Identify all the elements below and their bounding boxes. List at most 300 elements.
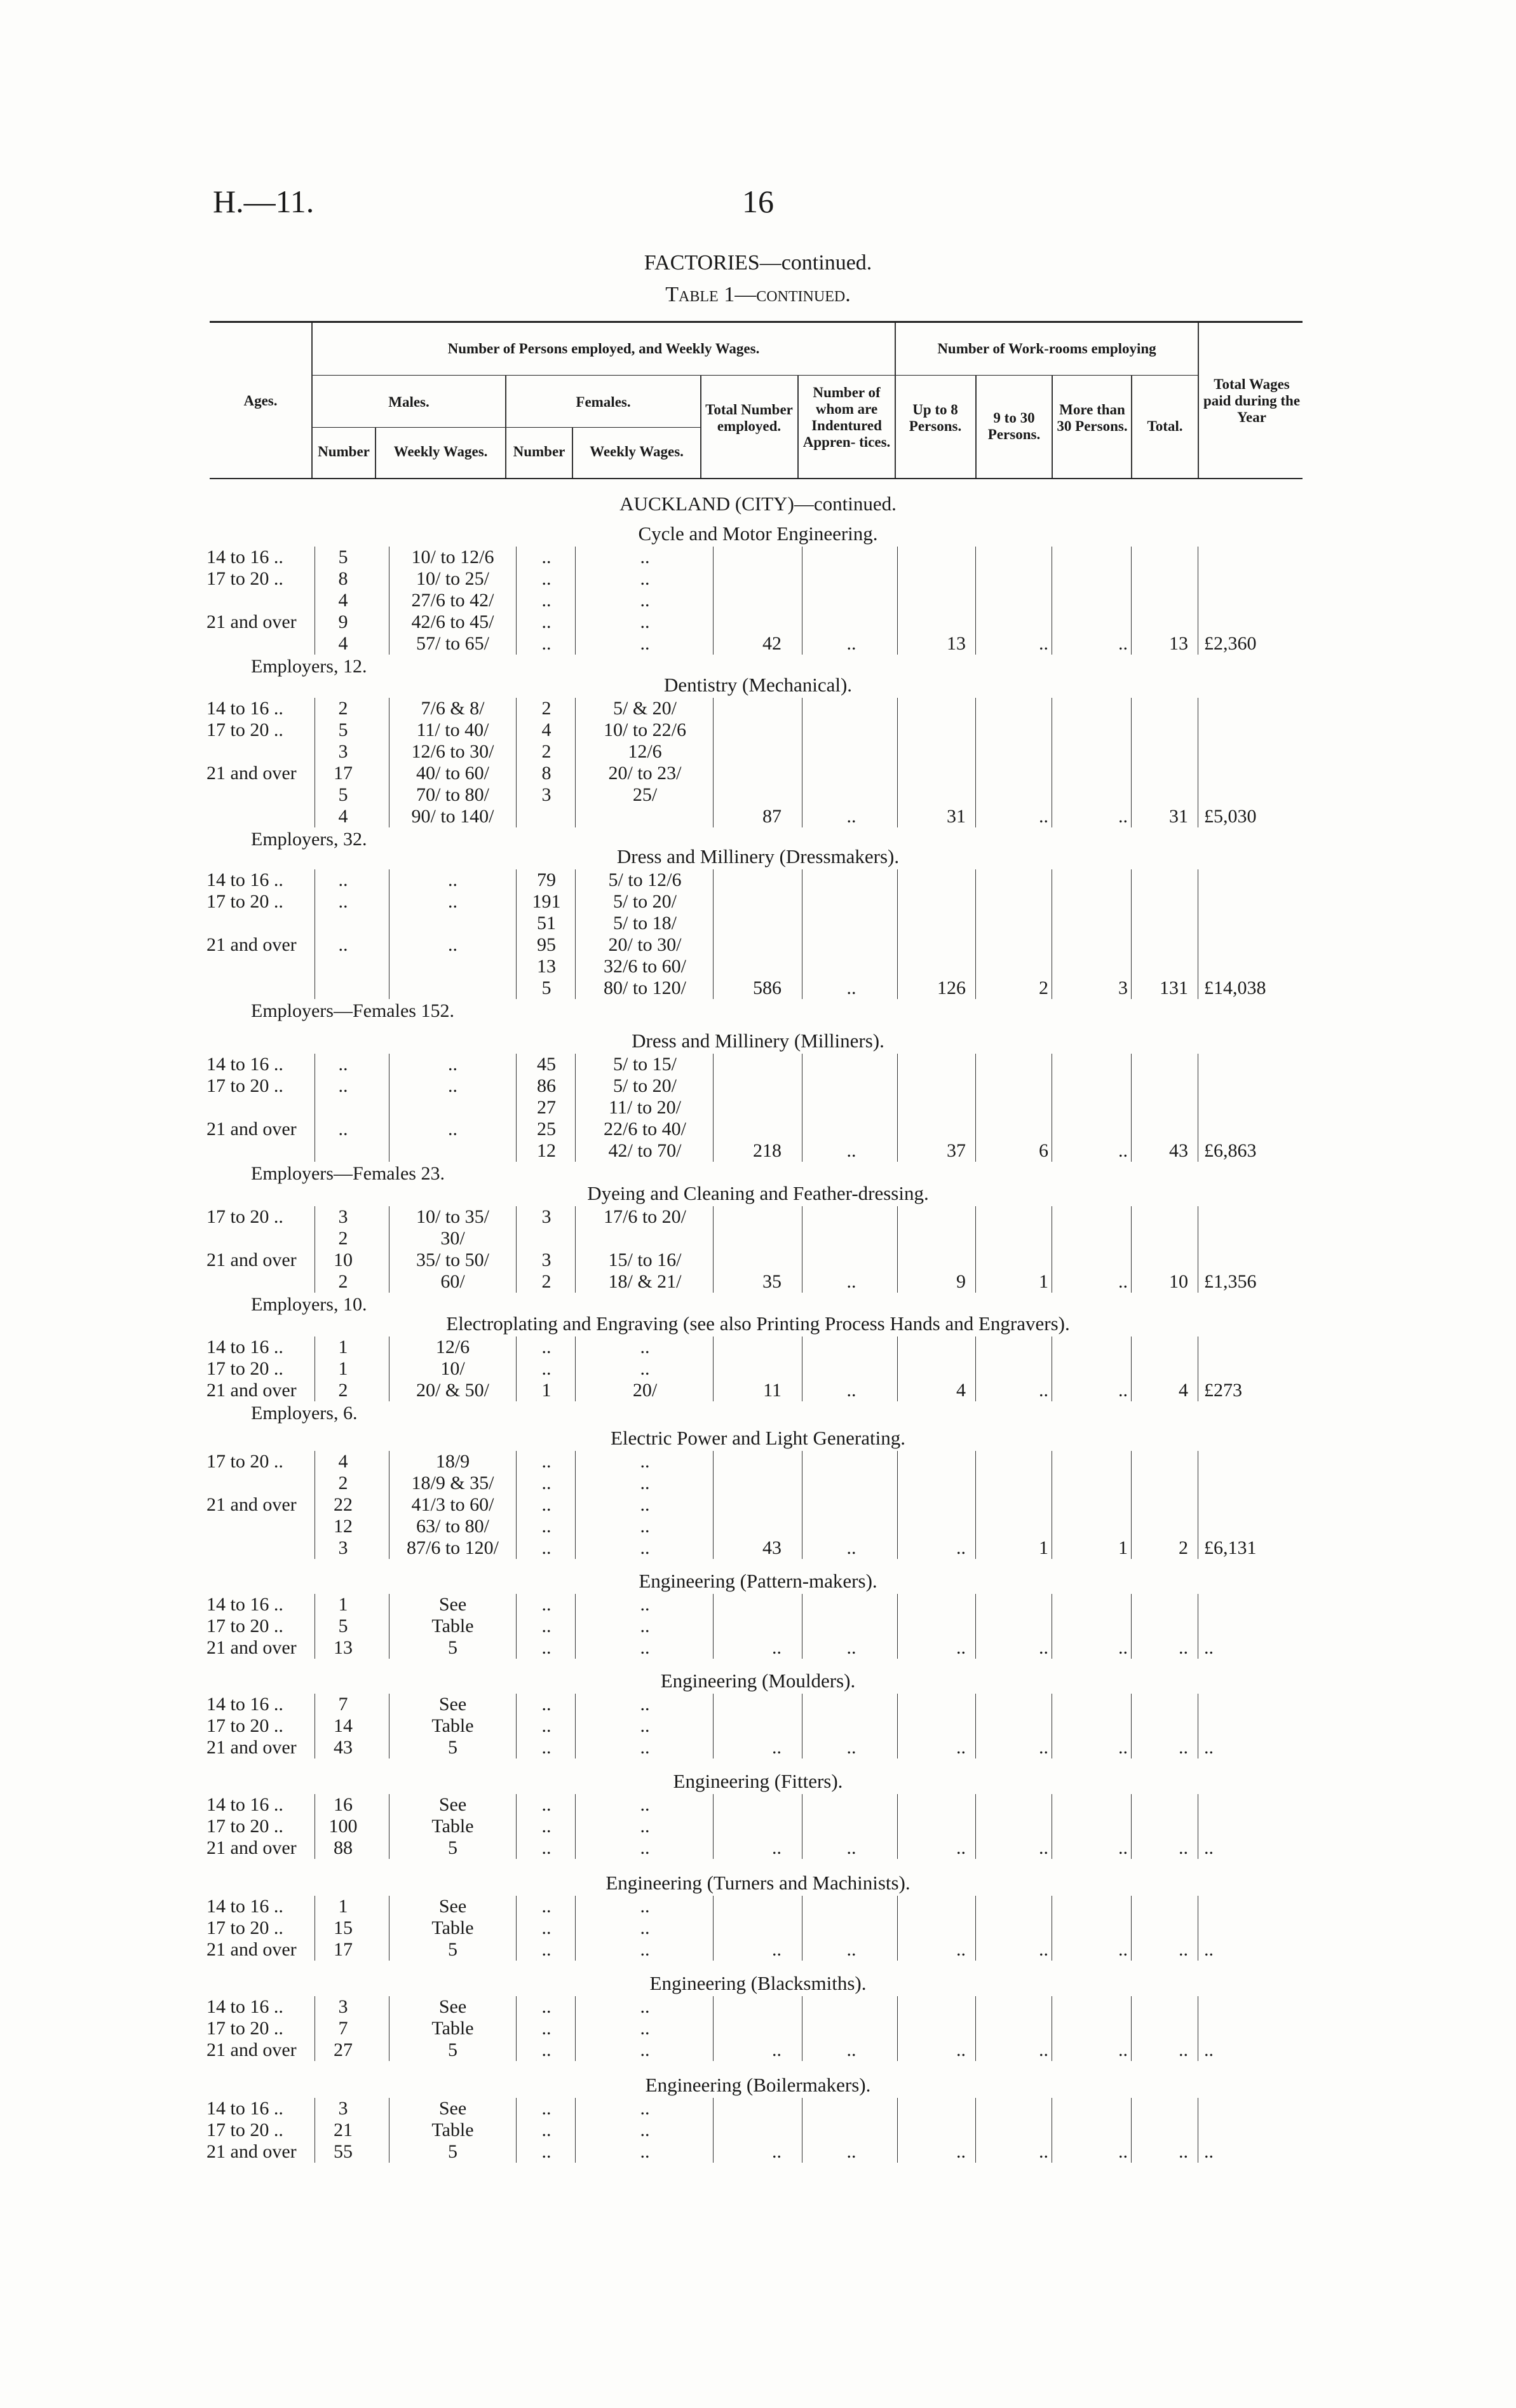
page-title: FACTORIES—continued. bbox=[644, 251, 872, 275]
male-wages-cell: 5 bbox=[448, 2141, 457, 2162]
workrooms-9-to-30-cell: 1 bbox=[1039, 1271, 1048, 1292]
total-wages-cell bbox=[1204, 869, 1287, 891]
total-wages-cell: £5,030 bbox=[1204, 806, 1257, 827]
male-number-cell bbox=[318, 977, 369, 999]
workrooms-up-to-8-cell bbox=[902, 1097, 966, 1119]
section-title: Dress and Millinery (Milliners). bbox=[632, 1030, 884, 1052]
female-number-cell: 45 bbox=[537, 1054, 556, 1075]
apprentices-cell bbox=[804, 1075, 899, 1097]
age-cell: 14 to 16 .. bbox=[206, 869, 283, 890]
female-number-cell: 51 bbox=[537, 913, 556, 934]
workrooms-9-to-30-cell bbox=[975, 1337, 1048, 1358]
apprentices-cell: .. bbox=[846, 1271, 856, 1292]
male-number-cell: 7 bbox=[338, 2018, 348, 2039]
male-number-cell: 88 bbox=[334, 1837, 353, 1858]
female-number-cell bbox=[521, 806, 572, 827]
workrooms-more-than-30-cell bbox=[1058, 698, 1128, 719]
table-row bbox=[0, 1228, 1516, 1249]
workrooms-total-cell bbox=[1137, 1119, 1188, 1140]
female-wages-cell: .. bbox=[640, 1516, 650, 1537]
apprentices-cell bbox=[804, 698, 899, 719]
apprentices-cell: .. bbox=[846, 806, 856, 827]
female-wages-cell: .. bbox=[640, 2039, 650, 2060]
workrooms-up-to-8-cell bbox=[902, 2119, 966, 2141]
workrooms-up-to-8-cell bbox=[902, 1249, 966, 1271]
female-wages-cell: 20/ bbox=[632, 1380, 658, 1401]
male-number-cell: 1 bbox=[338, 1337, 348, 1357]
header-total-wages: Total Wages paid during the Year bbox=[1203, 376, 1301, 425]
header-ages: Ages. bbox=[243, 393, 278, 409]
total-employed-cell bbox=[712, 1358, 782, 1380]
workrooms-up-to-8-cell bbox=[902, 590, 966, 611]
total-wages-cell bbox=[1204, 1896, 1287, 1917]
table-row bbox=[0, 698, 1516, 719]
age-cell: 14 to 16 .. bbox=[206, 1794, 283, 1815]
apprentices-cell: .. bbox=[846, 1380, 856, 1401]
male-wages-cell bbox=[391, 977, 515, 999]
total-employed-cell bbox=[712, 611, 782, 633]
workrooms-more-than-30-cell bbox=[1058, 1996, 1128, 2018]
workrooms-more-than-30-cell bbox=[1058, 1054, 1128, 1075]
header-female-wages: Weekly Wages. bbox=[590, 444, 684, 459]
workrooms-9-to-30-cell: 6 bbox=[1039, 1140, 1048, 1161]
age-cell: 14 to 16 .. bbox=[206, 1337, 283, 1357]
total-employed-cell: .. bbox=[772, 1737, 782, 1758]
male-number-cell: 7 bbox=[338, 1694, 348, 1715]
female-number-cell: 3 bbox=[541, 1206, 552, 1227]
total-employed-cell bbox=[712, 956, 782, 977]
female-number-cell: 5 bbox=[541, 977, 552, 998]
age-cell: 21 and over bbox=[206, 934, 297, 955]
workrooms-total-cell bbox=[1137, 1616, 1188, 1637]
header-sub-rule bbox=[896, 375, 1198, 376]
age-cell bbox=[206, 1516, 315, 1537]
workrooms-total-cell bbox=[1137, 1516, 1188, 1537]
apprentices-cell bbox=[804, 1616, 899, 1637]
workrooms-more-than-30-cell bbox=[1058, 1616, 1128, 1637]
section-title: Engineering (Blacksmiths). bbox=[649, 1972, 867, 1994]
workrooms-more-than-30-cell bbox=[1058, 2098, 1128, 2119]
apprentices-cell bbox=[804, 1358, 899, 1380]
male-number-cell: 3 bbox=[338, 1537, 348, 1558]
female-wages-cell: .. bbox=[640, 2098, 650, 2119]
female-number-cell: 4 bbox=[541, 719, 552, 740]
table-row bbox=[0, 1715, 1516, 1737]
total-wages-cell bbox=[1204, 1794, 1287, 1816]
female-number-cell: .. bbox=[541, 1837, 552, 1858]
male-number-cell bbox=[318, 1097, 369, 1119]
workrooms-total-cell: 13 bbox=[1169, 633, 1188, 654]
female-number-cell: .. bbox=[541, 1715, 552, 1736]
workrooms-up-to-8-cell bbox=[902, 1228, 966, 1249]
total-employed-cell: .. bbox=[772, 2141, 782, 2162]
age-cell: 14 to 16 .. bbox=[206, 547, 283, 568]
table-row bbox=[0, 1380, 1516, 1401]
workrooms-9-to-30-cell: 1 bbox=[1039, 1537, 1048, 1558]
male-wages-cell: 5 bbox=[448, 1939, 457, 1960]
workrooms-total-cell bbox=[1137, 1594, 1188, 1616]
table-row bbox=[0, 1119, 1516, 1140]
female-wages-cell: 18/ & 21/ bbox=[608, 1271, 682, 1292]
total-employed-cell bbox=[712, 763, 782, 784]
male-number-cell: .. bbox=[338, 934, 348, 955]
table-row bbox=[0, 977, 1516, 999]
total-employed-cell bbox=[712, 719, 782, 741]
workrooms-9-to-30-cell: .. bbox=[1039, 1637, 1048, 1658]
female-wages-cell: 42/ to 70/ bbox=[608, 1140, 682, 1161]
female-number-cell: .. bbox=[541, 611, 552, 632]
table-title: Table 1—continued. bbox=[665, 283, 851, 306]
total-wages-cell bbox=[1204, 719, 1287, 741]
male-number-cell: .. bbox=[338, 1075, 348, 1096]
female-number-cell: .. bbox=[541, 2098, 552, 2119]
total-employed-cell: 43 bbox=[762, 1537, 782, 1558]
female-number-cell: 8 bbox=[541, 763, 552, 784]
female-wages-cell: 10/ to 22/6 bbox=[603, 719, 686, 740]
table-row bbox=[0, 633, 1516, 655]
age-cell: 17 to 20 .. bbox=[206, 2018, 283, 2039]
age-cell: 17 to 20 .. bbox=[206, 719, 283, 740]
workrooms-more-than-30-cell bbox=[1058, 1816, 1128, 1837]
table-row bbox=[0, 741, 1516, 763]
workrooms-more-than-30-cell: 3 bbox=[1118, 977, 1128, 998]
female-number-cell: 27 bbox=[537, 1097, 556, 1118]
page-number: 16 bbox=[742, 184, 774, 219]
male-number-cell: 15 bbox=[334, 1917, 353, 1938]
male-wages-cell: .. bbox=[448, 869, 457, 890]
age-cell: 21 and over bbox=[206, 1939, 297, 1960]
total-wages-cell bbox=[1204, 1054, 1287, 1075]
female-number-cell: .. bbox=[541, 547, 552, 568]
male-wages-cell: 5 bbox=[448, 1837, 457, 1858]
workrooms-more-than-30-cell: .. bbox=[1118, 2039, 1128, 2060]
age-cell bbox=[206, 806, 315, 827]
workrooms-more-than-30-cell bbox=[1058, 1249, 1128, 1271]
age-cell: 17 to 20 .. bbox=[206, 1451, 283, 1472]
female-wages-cell: 22/6 to 40/ bbox=[603, 1119, 686, 1139]
male-wages-cell: 10/ to 25/ bbox=[416, 568, 489, 589]
table-row bbox=[0, 1054, 1516, 1075]
section-title: Engineering (Boilermakers). bbox=[645, 2074, 871, 2096]
workrooms-9-to-30-cell bbox=[975, 1228, 1048, 1249]
male-number-cell bbox=[318, 913, 369, 934]
female-number-cell: .. bbox=[541, 1637, 552, 1658]
total-wages-cell: .. bbox=[1204, 2141, 1214, 2162]
female-wages-cell: 80/ to 120/ bbox=[603, 977, 686, 998]
male-number-cell: 55 bbox=[334, 2141, 353, 2162]
female-wages-cell: .. bbox=[640, 2119, 650, 2140]
workrooms-more-than-30-cell: .. bbox=[1118, 1939, 1128, 1960]
female-wages-cell bbox=[578, 806, 712, 827]
workrooms-total-cell bbox=[1137, 698, 1188, 719]
male-number-cell: 100 bbox=[328, 1816, 358, 1837]
table-row bbox=[0, 1616, 1516, 1637]
male-wages-cell: See bbox=[438, 1794, 467, 1815]
female-wages-cell: 5/ & 20/ bbox=[612, 698, 677, 719]
total-wages-cell bbox=[1204, 1358, 1287, 1380]
workrooms-more-than-30-cell bbox=[1058, 869, 1128, 891]
apprentices-cell bbox=[804, 1206, 899, 1228]
total-wages-cell bbox=[1204, 1337, 1287, 1358]
total-employed-cell: 35 bbox=[762, 1271, 782, 1292]
female-wages-cell: .. bbox=[640, 1816, 650, 1837]
workrooms-9-to-30-cell bbox=[975, 869, 1048, 891]
workrooms-up-to-8-cell bbox=[902, 2098, 966, 2119]
table-row bbox=[0, 1249, 1516, 1271]
age-cell: 17 to 20 .. bbox=[206, 568, 283, 589]
workrooms-9-to-30-cell bbox=[975, 1816, 1048, 1837]
total-employed-cell bbox=[712, 568, 782, 590]
age-cell: 17 to 20 .. bbox=[206, 891, 283, 912]
total-wages-cell: £273 bbox=[1204, 1380, 1242, 1401]
female-wages-cell: .. bbox=[640, 547, 650, 568]
workrooms-9-to-30-cell bbox=[975, 1516, 1048, 1537]
workrooms-9-to-30-cell: .. bbox=[1039, 2039, 1048, 2060]
apprentices-cell bbox=[804, 1337, 899, 1358]
section-title: Cycle and Motor Engineering. bbox=[638, 522, 878, 545]
apprentices-cell bbox=[804, 1816, 899, 1837]
workrooms-up-to-8-cell: .. bbox=[956, 1837, 966, 1858]
total-employed-cell bbox=[712, 1715, 782, 1737]
female-number-cell: .. bbox=[541, 1816, 552, 1837]
workrooms-9-to-30-cell: .. bbox=[1039, 2141, 1048, 2162]
female-number-cell: .. bbox=[541, 1616, 552, 1636]
workrooms-total-cell bbox=[1137, 784, 1188, 806]
header-up-to-8: Up to 8 Persons. bbox=[909, 402, 962, 434]
workrooms-up-to-8-cell bbox=[902, 1075, 966, 1097]
male-number-cell: 14 bbox=[334, 1715, 353, 1736]
table-row bbox=[0, 1917, 1516, 1939]
female-number-cell: .. bbox=[541, 568, 552, 589]
age-cell bbox=[206, 633, 315, 655]
workrooms-9-to-30-cell: .. bbox=[1039, 806, 1048, 827]
table-row bbox=[0, 806, 1516, 827]
apprentices-cell bbox=[804, 1694, 899, 1715]
female-wages-cell: 5/ to 15/ bbox=[612, 1054, 677, 1075]
workrooms-9-to-30-cell bbox=[975, 611, 1048, 633]
total-employed-cell bbox=[712, 1594, 782, 1616]
workrooms-up-to-8-cell: 31 bbox=[947, 806, 966, 827]
workrooms-more-than-30-cell bbox=[1058, 1097, 1128, 1119]
female-wages-cell: .. bbox=[640, 1939, 650, 1960]
workrooms-total-cell bbox=[1137, 1473, 1188, 1494]
workrooms-total-cell: .. bbox=[1179, 1737, 1188, 1758]
workrooms-total-cell bbox=[1137, 2098, 1188, 2119]
employers-note: Employers, 12. bbox=[251, 656, 367, 677]
female-wages-cell: 17/6 to 20/ bbox=[603, 1206, 686, 1227]
total-wages-cell bbox=[1204, 1097, 1287, 1119]
workrooms-9-to-30-cell bbox=[975, 1594, 1048, 1616]
apprentices-cell bbox=[804, 1451, 899, 1473]
workrooms-total-cell bbox=[1137, 763, 1188, 784]
age-cell: 14 to 16 .. bbox=[206, 2098, 283, 2119]
workrooms-up-to-8-cell bbox=[902, 763, 966, 784]
male-number-cell: 4 bbox=[338, 806, 348, 827]
female-wages-cell: .. bbox=[640, 2141, 650, 2162]
total-wages-cell bbox=[1204, 1715, 1287, 1737]
female-wages-cell: 5/ to 12/6 bbox=[608, 869, 682, 890]
workrooms-more-than-30-cell: .. bbox=[1118, 633, 1128, 654]
female-number-cell: .. bbox=[541, 1694, 552, 1715]
female-wages-cell: 25/ bbox=[632, 784, 658, 805]
total-employed-cell bbox=[712, 1097, 782, 1119]
total-wages-cell: £14,038 bbox=[1204, 977, 1266, 998]
employers-note: Employers—Females 23. bbox=[251, 1163, 445, 1184]
workrooms-9-to-30-cell: 2 bbox=[1039, 977, 1048, 998]
employers-note: Employers, 6. bbox=[251, 1403, 358, 1424]
workrooms-up-to-8-cell bbox=[902, 719, 966, 741]
total-employed-cell: 586 bbox=[753, 977, 782, 998]
total-employed-cell bbox=[712, 1337, 782, 1358]
table-row bbox=[0, 1451, 1516, 1473]
female-number-cell: 12 bbox=[537, 1140, 556, 1161]
total-employed-cell: 42 bbox=[762, 633, 782, 654]
male-wages-cell: .. bbox=[448, 1075, 457, 1096]
workrooms-more-than-30-cell bbox=[1058, 1715, 1128, 1737]
total-employed-cell bbox=[712, 2119, 782, 2141]
total-wages-cell bbox=[1204, 1249, 1287, 1271]
total-wages-cell: £6,131 bbox=[1204, 1537, 1257, 1558]
total-employed-cell bbox=[712, 1075, 782, 1097]
total-wages-cell: .. bbox=[1204, 1939, 1214, 1960]
table-row bbox=[0, 1537, 1516, 1559]
male-wages-cell: .. bbox=[448, 1119, 457, 1139]
workrooms-more-than-30-cell bbox=[1058, 1896, 1128, 1917]
workrooms-total-cell bbox=[1137, 2119, 1188, 2141]
total-employed-cell bbox=[712, 913, 782, 934]
table-row bbox=[0, 1996, 1516, 2018]
section-title: Engineering (Moulders). bbox=[660, 1670, 856, 1692]
apprentices-cell bbox=[804, 1896, 899, 1917]
table-row bbox=[0, 2119, 1516, 2141]
workrooms-9-to-30-cell bbox=[975, 1694, 1048, 1715]
workrooms-more-than-30-cell: .. bbox=[1118, 1737, 1128, 1758]
section-title: Engineering (Turners and Machinists). bbox=[606, 1872, 910, 1894]
workrooms-up-to-8-cell bbox=[902, 869, 966, 891]
workrooms-up-to-8-cell bbox=[902, 1816, 966, 1837]
apprentices-cell bbox=[804, 2098, 899, 2119]
female-wages-cell: .. bbox=[640, 611, 650, 632]
age-cell bbox=[206, 956, 315, 977]
total-employed-cell bbox=[712, 784, 782, 806]
workrooms-more-than-30-cell: 1 bbox=[1118, 1537, 1128, 1558]
age-cell bbox=[206, 1097, 315, 1119]
female-number-cell: .. bbox=[541, 633, 552, 654]
male-wages-cell: 42/6 to 45/ bbox=[411, 611, 494, 632]
total-wages-cell: £2,360 bbox=[1204, 633, 1257, 654]
workrooms-9-to-30-cell bbox=[975, 1896, 1048, 1917]
apprentices-cell bbox=[804, 1715, 899, 1737]
workrooms-up-to-8-cell: 37 bbox=[947, 1140, 966, 1161]
total-wages-cell bbox=[1204, 611, 1287, 633]
female-wages-cell bbox=[578, 1228, 712, 1249]
table-row bbox=[0, 1637, 1516, 1659]
male-wages-cell bbox=[391, 956, 515, 977]
male-number-cell: 17 bbox=[334, 1939, 353, 1960]
female-wages-cell: .. bbox=[640, 1637, 650, 1658]
age-cell bbox=[206, 590, 315, 611]
total-employed-cell bbox=[712, 547, 782, 568]
workrooms-total-cell bbox=[1137, 1694, 1188, 1715]
male-number-cell: 4 bbox=[338, 1451, 348, 1472]
female-number-cell: 25 bbox=[537, 1119, 556, 1139]
male-wages-cell: .. bbox=[448, 934, 457, 955]
female-wages-cell: .. bbox=[640, 1837, 650, 1858]
age-cell: 14 to 16 .. bbox=[206, 1694, 283, 1715]
workrooms-up-to-8-cell bbox=[902, 1358, 966, 1380]
header-9-to-30: 9 to 30 Persons. bbox=[987, 410, 1041, 442]
workrooms-total-cell bbox=[1137, 590, 1188, 611]
total-employed-cell bbox=[712, 1249, 782, 1271]
workrooms-more-than-30-cell bbox=[1058, 590, 1128, 611]
table-row bbox=[0, 547, 1516, 568]
workrooms-more-than-30-cell bbox=[1058, 1228, 1128, 1249]
age-cell bbox=[206, 1473, 315, 1494]
male-number-cell: 2 bbox=[338, 1271, 348, 1292]
female-wages-cell: .. bbox=[640, 1737, 650, 1758]
workrooms-total-cell bbox=[1137, 611, 1188, 633]
age-cell: 14 to 16 .. bbox=[206, 698, 283, 719]
apprentices-cell: .. bbox=[846, 1140, 856, 1161]
male-wages-cell: 63/ to 80/ bbox=[416, 1516, 489, 1537]
male-wages-cell: 35/ to 50/ bbox=[416, 1249, 489, 1270]
table-row bbox=[0, 1694, 1516, 1715]
total-wages-cell bbox=[1204, 741, 1287, 763]
workrooms-total-cell bbox=[1137, 2018, 1188, 2039]
workrooms-more-than-30-cell bbox=[1058, 1794, 1128, 1816]
header-divider bbox=[1052, 375, 1053, 478]
total-employed-cell bbox=[712, 590, 782, 611]
total-wages-cell bbox=[1204, 590, 1287, 611]
table-row bbox=[0, 2039, 1516, 2061]
apprentices-cell: .. bbox=[846, 1737, 856, 1758]
table-row bbox=[0, 784, 1516, 806]
workrooms-up-to-8-cell: 4 bbox=[956, 1380, 966, 1401]
workrooms-total-cell bbox=[1137, 1494, 1188, 1516]
workrooms-more-than-30-cell bbox=[1058, 1694, 1128, 1715]
total-wages-cell bbox=[1204, 1206, 1287, 1228]
table-row bbox=[0, 869, 1516, 891]
workrooms-up-to-8-cell: .. bbox=[956, 1637, 966, 1658]
apprentices-cell bbox=[804, 1228, 899, 1249]
age-cell: 17 to 20 .. bbox=[206, 1715, 283, 1736]
total-wages-cell bbox=[1204, 1494, 1287, 1516]
total-wages-cell bbox=[1204, 1516, 1287, 1537]
age-cell bbox=[206, 977, 315, 999]
age-cell: 21 and over bbox=[206, 1494, 297, 1515]
apprentices-cell bbox=[804, 869, 899, 891]
apprentices-cell bbox=[804, 1917, 899, 1939]
workrooms-9-to-30-cell bbox=[975, 1054, 1048, 1075]
workrooms-up-to-8-cell bbox=[902, 2018, 966, 2039]
workrooms-more-than-30-cell: .. bbox=[1118, 806, 1128, 827]
age-cell bbox=[206, 913, 315, 934]
workrooms-up-to-8-cell: .. bbox=[956, 1537, 966, 1558]
male-wages-cell: 60/ bbox=[440, 1271, 465, 1292]
table-row bbox=[0, 1494, 1516, 1516]
female-wages-cell: .. bbox=[640, 1494, 650, 1515]
header-female-number: Number bbox=[513, 444, 565, 459]
workrooms-up-to-8-cell bbox=[902, 891, 966, 913]
workrooms-total-cell bbox=[1137, 1249, 1188, 1271]
female-number-cell: .. bbox=[541, 1917, 552, 1938]
male-number-cell: 2 bbox=[338, 698, 348, 719]
age-cell: 14 to 16 .. bbox=[206, 1896, 283, 1917]
workrooms-total-cell bbox=[1137, 1228, 1188, 1249]
age-cell bbox=[206, 1228, 315, 1249]
male-wages-cell: Table bbox=[431, 1917, 474, 1938]
male-number-cell: 16 bbox=[334, 1794, 353, 1815]
